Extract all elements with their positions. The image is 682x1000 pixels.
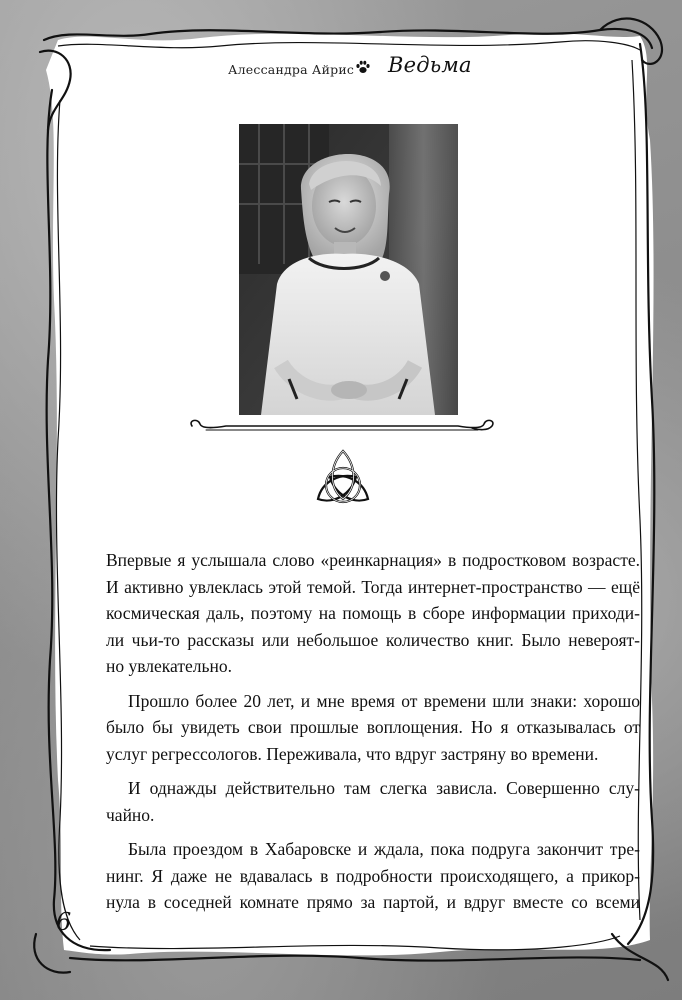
text-line: Впервые я услышала слово «реинкарнация» в подростковом возрасте. <box>106 550 640 570</box>
paragraph-1 <box>106 547 640 680</box>
text-line: но увлекательно. <box>106 656 232 676</box>
ornamental-divider-icon <box>186 416 498 436</box>
page-number: 6 <box>56 908 72 936</box>
paragraph-2 <box>106 688 640 768</box>
text-line: нинг. Я даже не вдавалась в подробности происходящего, а прикор- <box>106 865 640 886</box>
text-line: было бы увидеть свои прошлые воплощения. Но я отказывалась от <box>106 717 640 737</box>
header-book-title: Ведьма <box>388 53 472 77</box>
text-line: космическая даль, поэтому на помощь в сборе информации приходи- <box>106 603 640 623</box>
text-line: услуг регрессологов. Переживала, что вдруг застряну во времени. <box>106 743 599 764</box>
body-text <box>106 547 640 924</box>
text-line: Прошло более 20 лет, и мне время от времени шли знаки: хорошо <box>128 690 640 711</box>
triquetra-knot-icon <box>312 447 374 511</box>
header-author: Алессандра Айрис <box>228 62 355 77</box>
author-portrait-photo <box>239 124 458 415</box>
paragraph-4 <box>106 836 640 916</box>
text-line: нула в соседней комнате прямо за партой, и вдруг вместе со всеми <box>106 892 640 912</box>
text-line: ли чьи-то рассказы или небольшое количество книг. Было невероят- <box>106 629 640 650</box>
text-line: И однажды действительно там слегка зависла. Совершенно слу- <box>128 778 640 798</box>
paw-print-icon <box>355 59 371 78</box>
text-line: чайно. <box>106 804 155 825</box>
text-line: Была проездом в Хабаровске и ждала, пока подруга закончит тре- <box>128 839 640 859</box>
text-line: И активно увлеклась этой темой. Тогда интернет-пространство — ещё <box>106 576 640 597</box>
paragraph-3 <box>106 775 640 828</box>
